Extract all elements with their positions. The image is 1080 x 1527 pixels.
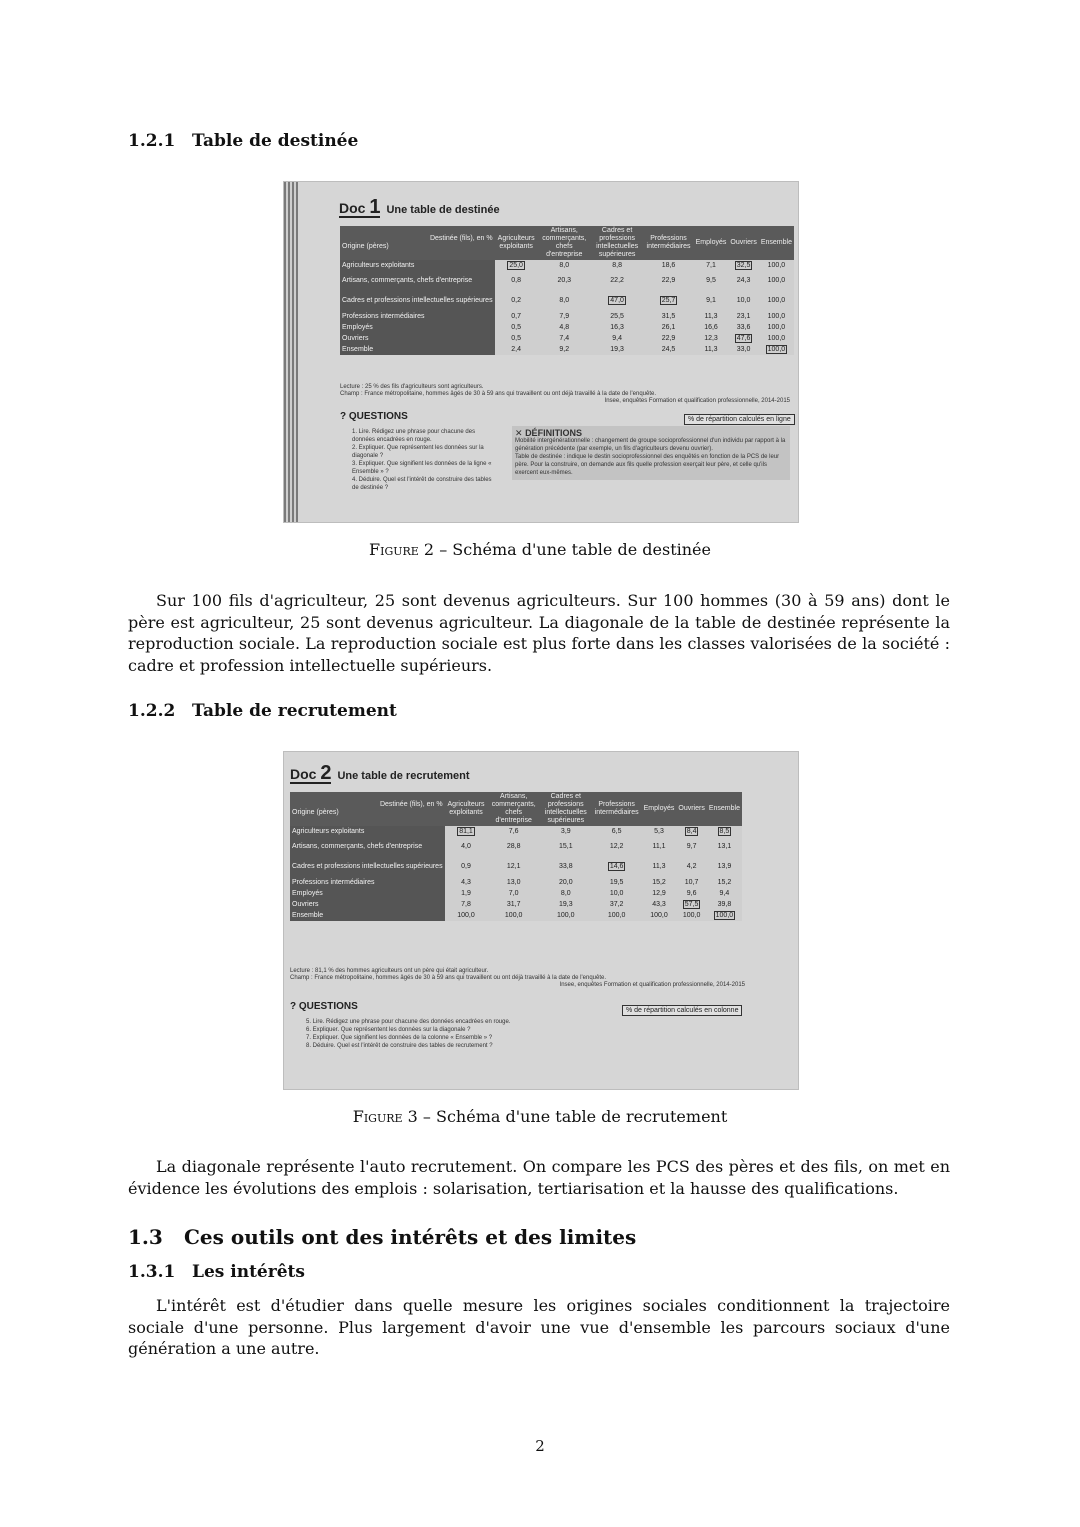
table-row-label: Professions intermédiaires xyxy=(290,877,445,888)
table-cell: 12,1 xyxy=(487,857,540,877)
table-cell: 22,9 xyxy=(643,271,693,291)
table-cell: 7,8 xyxy=(445,899,488,910)
table-column-header: Agriculteurs exploitants xyxy=(445,792,488,826)
table-column-header: Artisans, commerçants, chefs d'entreprise xyxy=(487,792,540,826)
table-column-header: Cadres et professions intellectuelles supérieures xyxy=(540,792,592,826)
definition-item: Mobilité intergénérationnelle : changement de groupe socioprofessionnel d'un individu par rapport à la génération précédente (par exemple, un fils d'agriculteurs devenu ouvrier). xyxy=(515,438,786,452)
table-cell: 100,0 xyxy=(759,333,794,344)
table-row-label: Ouvriers xyxy=(290,899,445,910)
table-cell: 19,3 xyxy=(591,344,644,355)
table-row-label: Agriculteurs exploitants xyxy=(290,826,445,837)
table-cell: 1,9 xyxy=(445,888,488,899)
table-row xyxy=(290,910,742,921)
table-cell: 4,3 xyxy=(445,877,488,888)
table-cell: 100,0 xyxy=(759,260,794,271)
table-cell: 5,3 xyxy=(642,826,677,837)
questions-title: ? QUESTIONS xyxy=(340,411,408,422)
table-row-label: Ensemble xyxy=(290,910,445,921)
definitions-title: ✕ DÉFINITIONS xyxy=(515,428,583,438)
table-cell: 9,6 xyxy=(676,888,706,899)
table-cell: 7,9 xyxy=(538,311,591,322)
figure-text: – Schéma d'une table de recrutement xyxy=(422,1107,728,1126)
doc2-notes xyxy=(290,968,745,989)
table-cell: 8,0 xyxy=(538,260,591,271)
section-number: 1.2.2 xyxy=(128,701,176,721)
table-cell: 9,5 xyxy=(694,271,729,291)
table-cell: 3,9 xyxy=(540,826,592,837)
source-note: Insee, enquêtes Formation et qualification professionnelle, 2014-2015 xyxy=(559,982,745,988)
table-cell: 8,0 xyxy=(538,291,591,311)
table-cell: 9,4 xyxy=(591,333,644,344)
table-row-label: Ouvriers xyxy=(340,333,495,344)
table-cell: 20,3 xyxy=(538,271,591,291)
table-cell: 8,5 xyxy=(707,826,742,837)
table-cell: 7,4 xyxy=(538,333,591,344)
table-row xyxy=(340,311,794,322)
question-item: 7. Expliquer. Que signifient les données de la colonne « Ensemble » ? xyxy=(306,1035,493,1041)
table-cell: 33,8 xyxy=(540,857,592,877)
table-cell: 39,8 xyxy=(707,899,742,910)
doc-label: Doc 1 xyxy=(339,196,381,218)
doc1-title xyxy=(339,196,500,219)
table-cell: 24,5 xyxy=(643,344,693,355)
table-cell: 2,4 xyxy=(495,344,538,355)
table-cell: 7,6 xyxy=(487,826,540,837)
table-cell: 24,3 xyxy=(728,271,758,291)
table-cell: 26,1 xyxy=(643,322,693,333)
table-cell: 18,6 xyxy=(643,260,693,271)
table-cell: 11,1 xyxy=(642,837,677,857)
table-cell: 43,3 xyxy=(642,899,677,910)
table-column-header: Employés xyxy=(694,226,729,260)
table-cell: 16,6 xyxy=(694,322,729,333)
doc1-table xyxy=(340,226,794,355)
table-row-label: Cadres et professions intellectuelles supérieures xyxy=(290,857,445,877)
section-number: 1.2.1 xyxy=(128,131,176,151)
table-cell: 31,5 xyxy=(643,311,693,322)
table-cell: 8,4 xyxy=(676,826,706,837)
table-column-header: Professions intermédiaires xyxy=(643,226,693,260)
table-row xyxy=(340,333,794,344)
table-cell: 11,3 xyxy=(694,311,729,322)
table-row xyxy=(290,857,742,877)
pct-note-box: % de répartition calculés en ligne xyxy=(684,414,795,425)
table-cell: 33,6 xyxy=(728,322,758,333)
table-cell: 10,0 xyxy=(728,291,758,311)
table-cell: 9,1 xyxy=(694,291,729,311)
table-cell: 8,8 xyxy=(591,260,644,271)
table-cell: 31,7 xyxy=(487,899,540,910)
table-cell: 0,9 xyxy=(445,857,488,877)
table-row xyxy=(290,837,742,857)
table-cell: 15,2 xyxy=(642,877,677,888)
table-row xyxy=(290,826,742,837)
table-cell: 25,5 xyxy=(591,311,644,322)
table-column-header: Agriculteurs exploitants xyxy=(495,226,538,260)
table-cell: 7,0 xyxy=(487,888,540,899)
table-column-header: Ensemble xyxy=(759,226,794,260)
section-title: Ces outils ont des intérêts et des limites xyxy=(184,1225,637,1249)
table-cell: 19,5 xyxy=(592,877,642,888)
section-heading-1-3-1 xyxy=(128,1262,305,1282)
table-row xyxy=(340,344,794,355)
table-row-label: Agriculteurs exploitants xyxy=(340,260,495,271)
table-column-header: Ouvriers xyxy=(676,792,706,826)
table-cell: 16,3 xyxy=(591,322,644,333)
question-circle-icon: ? xyxy=(290,1001,297,1012)
table-cell: 4,2 xyxy=(676,857,706,877)
table-cell: 100,0 xyxy=(487,910,540,921)
question-item: 2. Expliquer. Que représentent les données sur la diagonale ? xyxy=(352,445,484,459)
question-item: 6. Expliquer. Que représentent les données sur la diagonale ? xyxy=(306,1027,471,1033)
table-cell: 11,3 xyxy=(642,857,677,877)
doc1-definitions xyxy=(512,426,790,480)
doc-title-text: Une table de recrutement xyxy=(337,770,470,782)
table-cell: 13,0 xyxy=(487,877,540,888)
question-item: 4. Déduire. Quel est l'intérêt de construire des tables de destinée ? xyxy=(352,477,492,491)
paragraph-destinee: Sur 100 fils d'agriculteur, 25 sont devenus agriculteurs. Sur 100 hommes (30 à 59 ans) dont le père est agriculteur, 25 sont devenus agriculteur. La diagonale de la table de destinée représente la reproduction sociale. La reproduction sociale est plus forte dans les classes valorisées de la société : cadre et profession intellectuelle supérieurs. xyxy=(128,591,950,675)
table-cell: 9,4 xyxy=(707,888,742,899)
table-column-header: Ouvriers xyxy=(728,226,758,260)
source-note: Insee, enquêtes Formation et qualification professionnelle, 2014-2015 xyxy=(604,398,790,404)
table-row-label: Employés xyxy=(340,322,495,333)
table-cell: 22,2 xyxy=(591,271,644,291)
table-column-header: Professions intermédiaires xyxy=(592,792,642,826)
table-row xyxy=(340,271,794,291)
definition-item: Table de destinée : indique le destin socioprofessionnel des enquêtés en fonction de la PCS de leur père. Pour la construire, on demande aux fils quelle profession exerçait leur père, et celle qu'ils exercent eux-mêmes. xyxy=(515,454,780,476)
table-row-label: Professions intermédiaires xyxy=(340,311,495,322)
table-column-header: Artisans, commerçants, chefs d'entreprise xyxy=(538,226,591,260)
paragraph-interets: L'intérêt est d'étudier dans quelle mesure les origines sociales conditionnent la trajectoire sociale d'une personne. Plus largement d'avoir une vue d'ensemble les parcours sociaux d'une génération a une autre. xyxy=(128,1296,950,1358)
table-cell: 25,7 xyxy=(643,291,693,311)
table-corner-header: Destinée (fils), en % Origine (pères) xyxy=(340,226,495,260)
table-cell: 15,1 xyxy=(540,837,592,857)
figure2-caption xyxy=(0,540,1080,559)
table-cell: 100,0 xyxy=(759,322,794,333)
table-cell: 57,5 xyxy=(676,899,706,910)
table-cell: 100,0 xyxy=(642,910,677,921)
table-cell: 23,1 xyxy=(728,311,758,322)
table-cell: 4,8 xyxy=(538,322,591,333)
table-cell: 100,0 xyxy=(676,910,706,921)
lecture-note: Lecture : 25 % des fils d'agriculteurs sont agriculteurs. xyxy=(340,384,484,390)
table-cell: 33,0 xyxy=(728,344,758,355)
champ-note: Champ : France métropolitaine, hommes âgés de 30 à 59 ans qui travaillent ou ont déjà travaillé à la date de l'enquête. xyxy=(290,975,607,981)
table-cell: 13,9 xyxy=(707,857,742,877)
table-cell: 22,9 xyxy=(643,333,693,344)
table-cell: 0,8 xyxy=(495,271,538,291)
table-cell: 32,5 xyxy=(728,260,758,271)
table-cell: 12,9 xyxy=(642,888,677,899)
table-cell: 100,0 xyxy=(759,271,794,291)
doc2-questions xyxy=(306,1018,576,1050)
section-title: Les intérêts xyxy=(192,1262,305,1282)
table-cell: 28,8 xyxy=(487,837,540,857)
doc-label: Doc 2 xyxy=(290,762,332,784)
question-circle-icon: ? xyxy=(340,411,347,422)
binding-edge xyxy=(284,182,298,522)
table-cell: 0,7 xyxy=(495,311,538,322)
table-cell: 19,3 xyxy=(540,899,592,910)
table-cell: 9,7 xyxy=(676,837,706,857)
page-number: 2 xyxy=(535,1437,545,1455)
table-row xyxy=(340,291,794,311)
table-cell: 12,3 xyxy=(694,333,729,344)
table-row xyxy=(290,877,742,888)
table-cell: 8,0 xyxy=(540,888,592,899)
figure-label: Figure 3 xyxy=(352,1107,418,1126)
table-corner-header: Destinée (fils), en % Origine (pères) xyxy=(290,792,445,826)
section-heading-1-2-1 xyxy=(128,131,358,151)
table-row-label: Artisans, commerçants, chefs d'entreprise xyxy=(290,837,445,857)
cross-icon: ✕ xyxy=(515,428,523,438)
table-cell: 100,0 xyxy=(707,910,742,921)
question-item: 8. Déduire. Quel est l'intérêt de construire des tables de recrutement ? xyxy=(306,1043,493,1049)
table-row xyxy=(340,322,794,333)
table-row xyxy=(290,899,742,910)
table-column-header: Ensemble xyxy=(707,792,742,826)
table-cell: 100,0 xyxy=(759,311,794,322)
table-row-label: Ensemble xyxy=(340,344,495,355)
table-cell: 37,2 xyxy=(592,899,642,910)
doc2-title xyxy=(290,762,470,785)
table-cell: 14,6 xyxy=(592,857,642,877)
figure3-caption xyxy=(0,1107,1080,1126)
table-cell: 10,7 xyxy=(676,877,706,888)
table-column-header: Cadres et professions intellectuelles supérieures xyxy=(591,226,644,260)
table-cell: 13,1 xyxy=(707,837,742,857)
table-cell: 9,2 xyxy=(538,344,591,355)
table-cell: 12,2 xyxy=(592,837,642,857)
table-cell: 100,0 xyxy=(540,910,592,921)
question-item: 3. Expliquer. Que signifient les données de la ligne « Ensemble » ? xyxy=(352,461,492,475)
table-cell: 0,2 xyxy=(495,291,538,311)
table-cell: 6,5 xyxy=(592,826,642,837)
doc-title-text: Une table de destinée xyxy=(386,204,500,216)
section-heading-1-2-2 xyxy=(128,701,397,721)
table-cell: 4,0 xyxy=(445,837,488,857)
table-cell: 0,5 xyxy=(495,322,538,333)
section-heading-1-3 xyxy=(128,1225,636,1249)
table-cell: 20,0 xyxy=(540,877,592,888)
paragraph-recrutement: La diagonale représente l'auto recrutement. On compare les PCS des pères et des fils, on met en évidence les évolutions des emplois : solarisation, tertiarisation et la hausse des qualifications. xyxy=(128,1157,950,1198)
table-cell: 7,1 xyxy=(694,260,729,271)
table-cell: 15,2 xyxy=(707,877,742,888)
section-title: Table de recrutement xyxy=(192,701,397,721)
table-row-label: Employés xyxy=(290,888,445,899)
questions-title: ? QUESTIONS xyxy=(290,1001,358,1012)
lecture-note: Lecture : 81,1 % des hommes agriculteurs ont un père qui était agriculteur. xyxy=(290,968,489,974)
doc2-figure-image xyxy=(283,751,799,1090)
figure-text: – Schéma d'une table de destinée xyxy=(439,540,711,559)
table-cell: 25,0 xyxy=(495,260,538,271)
doc2-table xyxy=(290,792,742,921)
table-cell: 100,0 xyxy=(759,291,794,311)
table-cell: 100,0 xyxy=(445,910,488,921)
table-cell: 100,0 xyxy=(759,344,794,355)
doc1-notes xyxy=(340,384,790,405)
question-item: 1. Lire. Rédigez une phrase pour chacune des données encadrées en rouge. xyxy=(352,429,476,443)
table-row xyxy=(290,888,742,899)
section-title: Table de destinée xyxy=(192,131,359,151)
table-column-header: Employés xyxy=(642,792,677,826)
table-row-label: Artisans, commerçants, chefs d'entreprise xyxy=(340,271,495,291)
pct-note-box: % de répartition calculés en colonne xyxy=(622,1005,742,1016)
question-item: 5. Lire. Rédigez une phrase pour chacune des données encadrées en rouge. xyxy=(306,1019,511,1025)
table-cell: 11,3 xyxy=(694,344,729,355)
champ-note: Champ : France métropolitaine, hommes âgés de 30 à 59 ans qui travaillent ou ont déjà travaillé à la date de l'enquête. xyxy=(340,391,657,397)
table-row xyxy=(340,260,794,271)
table-cell: 81,1 xyxy=(445,826,488,837)
doc1-questions xyxy=(352,428,494,492)
table-cell: 100,0 xyxy=(592,910,642,921)
doc1-figure-image xyxy=(283,181,799,523)
section-number: 1.3 xyxy=(128,1225,163,1249)
table-cell: 47,6 xyxy=(728,333,758,344)
section-number: 1.3.1 xyxy=(128,1262,176,1282)
table-row-label: Cadres et professions intellectuelles supérieures xyxy=(340,291,495,311)
table-cell: 10,0 xyxy=(592,888,642,899)
table-cell: 47,0 xyxy=(591,291,644,311)
figure-label: Figure 2 xyxy=(369,540,435,559)
table-cell: 0,5 xyxy=(495,333,538,344)
